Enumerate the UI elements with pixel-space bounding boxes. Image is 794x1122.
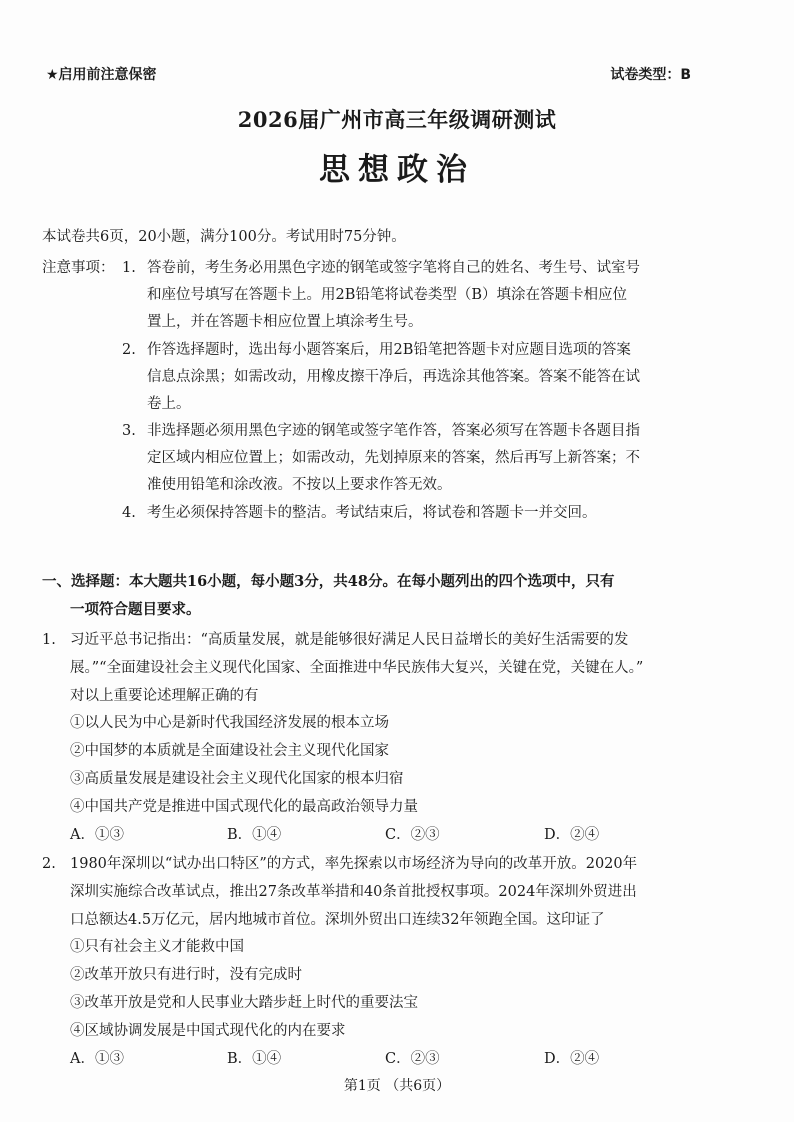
- statement-item: ③高质量发展是建设社会主义现代化国家的根本归宿: [70, 771, 404, 787]
- confidential-label: ★启用前注意保密: [46, 67, 157, 83]
- exam-intro: 本试卷共6页，20小题，满分100分。考试用时75分钟。: [42, 229, 406, 245]
- exam-title: 2026届广州市高三年级调研测试: [237, 107, 557, 132]
- notice-line: 定区域内相应位置上；如需改动，先划掉原来的答案，然后再写上新答案；不: [147, 450, 640, 466]
- notice-line: 信息点涂黑；如需改动，用橡皮擦干净后，再选涂其他答案。答案不能答在试: [147, 369, 640, 385]
- answer-option-d: D．②④: [544, 1051, 600, 1067]
- notice-line: 考生必须保持答题卡的整洁。考试结束后，将试卷和答题卡一并交回。: [147, 505, 597, 521]
- question-stem: 展。”“全面建设社会主义现代化国家、全面推进中华民族伟大复兴，关键在党，关键在人。”: [70, 660, 644, 676]
- question-number: 1.: [42, 632, 56, 648]
- statement-item: ②中国梦的本质就是全面建设社会主义现代化国家: [70, 743, 389, 759]
- notice-line: 作答选择题时，选出每小题答案后，用2B铅笔把答题卡对应题目选项的答案: [147, 342, 631, 358]
- answer-option-a: A．①③: [70, 827, 124, 843]
- question-stem: 习近平总书记指出：“高质量发展，就是能够很好满足人民日益增长的美好生活需要的发: [70, 632, 629, 648]
- notice-line: 答卷前，考生务必用黑色字迹的钢笔或签字笔将自己的姓名、考生号、试室号: [147, 260, 640, 276]
- answer-option-c: C．②③: [385, 1051, 440, 1067]
- notice-line: 非选择题必须用黑色字迹的钢笔或签字笔作答，答案必须写在答题卡各题目指: [147, 423, 640, 439]
- question-stem: 口总额达4.5万亿元，居内地城市首位。深圳外贸出口连续32年领跑全国。这印证了: [70, 912, 605, 928]
- subject-title: 思想政治: [319, 152, 475, 188]
- statement-item: ③改革开放是党和人民事业大踏步赶上时代的重要法宝: [70, 995, 418, 1011]
- answer-option-c: C．②③: [385, 827, 440, 843]
- page-footer: 第1页 （共6页）: [343, 1078, 451, 1094]
- question-stem: 1980年深圳以“试办出口特区”的方式，率先探索以市场经济为导向的改革开放。2020年: [70, 856, 638, 872]
- question-number: 2.: [42, 856, 56, 872]
- notice-item-number: 4.: [122, 505, 136, 521]
- statement-item: ①只有社会主义才能救中国: [70, 939, 244, 955]
- answer-option-d: D．②④: [544, 827, 600, 843]
- answer-option-b: B．①④: [227, 1051, 282, 1067]
- question-stem: 对以上重要论述理解正确的有: [70, 688, 259, 704]
- section-heading: 一项符合题目要求。: [70, 601, 201, 618]
- statement-item: ④中国共产党是推进中国式现代化的最高政治领导力量: [70, 799, 418, 815]
- section-heading: 一、选择题：本大题共16小题，每小题3分，共48分。在每小题列出的四个选项中，只有: [42, 573, 615, 590]
- notice-line: 准使用铅笔和涂改液。不按以上要求作答无效。: [147, 477, 452, 493]
- statement-item: ②改革开放只有进行时，没有完成时: [70, 967, 302, 983]
- answer-option-a: A．①③: [70, 1051, 124, 1067]
- notice-line: 卷上。: [147, 396, 191, 412]
- answer-option-b: B．①④: [227, 827, 282, 843]
- statement-item: ④区域协调发展是中国式现代化的内在要求: [70, 1023, 346, 1039]
- notice-item-number: 1.: [122, 260, 136, 276]
- notice-item-number: 3.: [122, 423, 136, 439]
- notice-line: 置上，并在答题卡相应位置上填涂考生号。: [147, 314, 423, 330]
- notice-label: 注意事项：: [42, 260, 115, 276]
- notice-item-number: 2.: [122, 342, 136, 358]
- paper-type-label: 试卷类型：B: [610, 67, 691, 83]
- question-stem: 深圳实施综合改革试点，推出27条改革举措和40条首批授权事项。2024年深圳外贸进出: [70, 884, 637, 900]
- notice-line: 和座位号填写在答题卡上。用2B铅笔将试卷类型（B）填涂在答题卡相应位: [147, 287, 628, 303]
- statement-item: ①以人民为中心是新时代我国经济发展的根本立场: [70, 715, 389, 731]
